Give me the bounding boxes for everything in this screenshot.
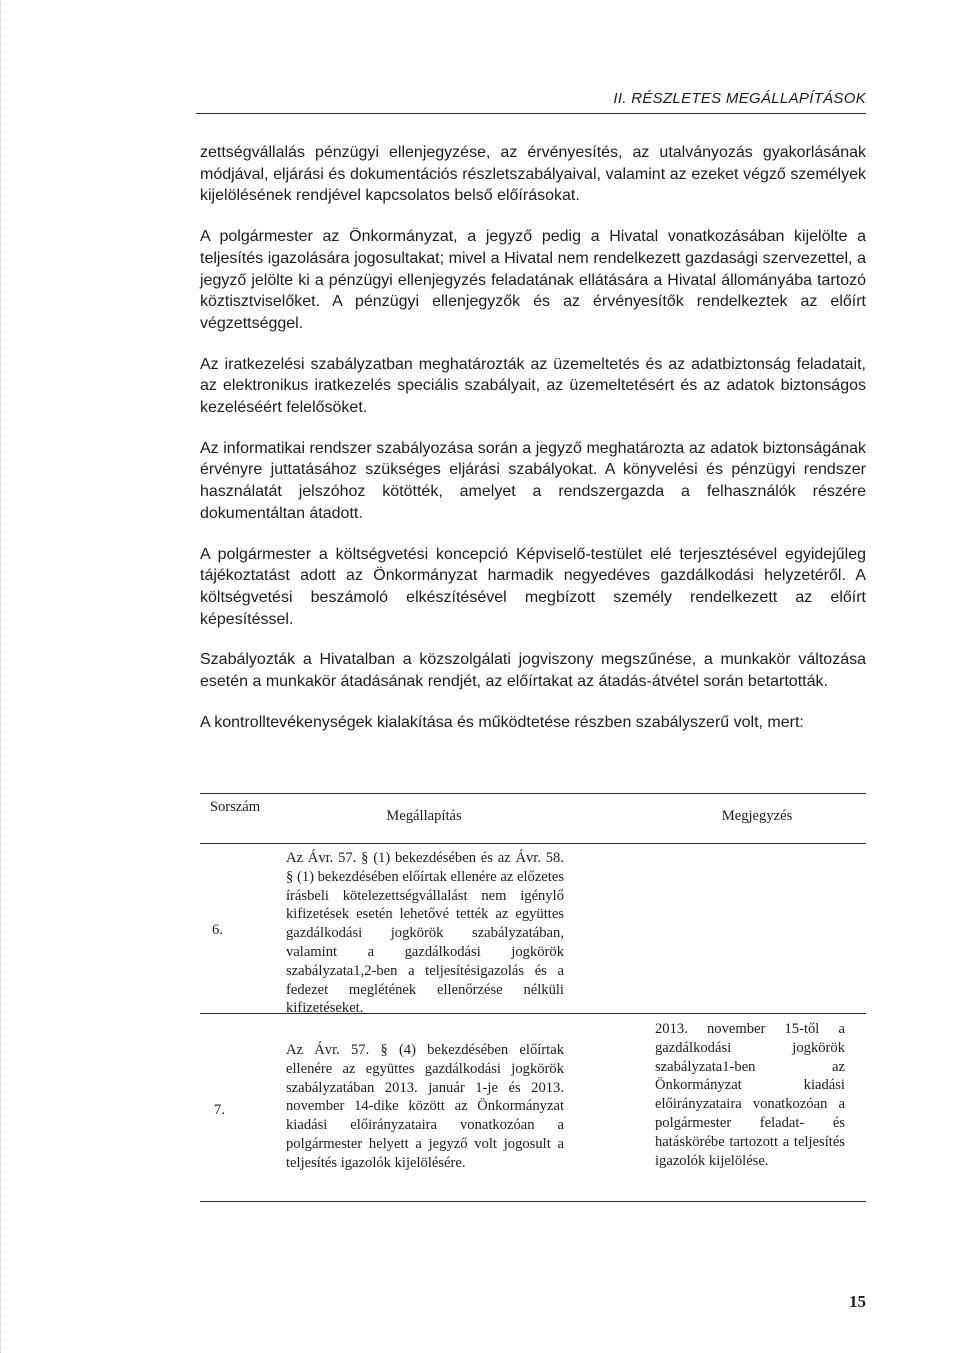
- paragraph: A kontrolltevékenységek kialakítása és működtetése részben szabályszerű volt, mert:: [200, 713, 804, 731]
- paragraph: zettségvállalás pénzügyi ellenjegyzése, az érvényesítés, az utalványozás gyakorlásának módjával, eljárási és dokumentációs részletszabályaival, valamint az ezeket végző személyek kijelölésének rendjével kapcsolatos belső előírásokat.: [200, 144, 866, 205]
- paragraph: Az informatikai rendszer szabályozása során a jegyző meghatározta az adatok biztonságának érvényre juttatásához szükséges eljárási szabályokat. A könyvelési és pénzügyi rendszer használatát jelszóhoz kötötték, amelyet a rendszergazda a felhasználók részére dokumentáltan átadott.: [200, 439, 866, 522]
- row-number: 6.: [212, 922, 223, 938]
- column-header-finding: Megállapítás: [386, 808, 462, 824]
- column-header-number: Sorszám: [209, 799, 261, 815]
- section-header: II. RÉSZLETES MEGÁLLAPÍTÁSOK: [613, 90, 866, 107]
- body-text: [200, 142, 866, 752]
- table-row-separator: [200, 1013, 866, 1014]
- row-number: 7.: [214, 1102, 225, 1118]
- paragraph: A polgármester az Önkormányzat, a jegyző pedig a Hivatal vonatkozásában kijelölte a teljesítés igazolására jogosultakat; mivel a Hivatal nem rendelkezett gazdasági szervezettel, a jegyző jelölte ki a pénzügyi ellenjegyzés feladatának ellátására a Hivatal állományába tartozó köztisztviselőket. A pénzügyi ellenjegyzők és az érvényesítők rendelkeztek az előírt végzettséggel.: [200, 228, 866, 332]
- scan-edge-artifact: [0, 0, 3, 1353]
- paragraph: Az iratkezelési szabályzatban meghatározták az üzemeltetés és az adatbiztonság feladatait, az elektronikus iratkezelés speciális szabályait, az üzemeltetésért és az adatok biztonságos kezeléséért felelősöket.: [200, 355, 866, 417]
- row-note: 2013. november 15-től a gazdálkodási jogkörök szabályzata1-ben az Önkormányzat kiadási előirányzataira vonatkozóan a polgármester feladat- és hatáskörébe tartozott a teljesítés igazolók kijelölése.: [655, 1021, 845, 1169]
- paragraph: A polgármester a költségvetési koncepció Képviselő-testület elé terjesztésével egyidejűleg tájékoztatást adott az Önkormányzat harmadik negyedéves gazdálkodási helyzetéről. A költségvetési beszámoló elkészítésével megbízott személy rendelkezett az előírt képesítéssel.: [200, 545, 866, 628]
- row-finding: Az Ávr. 57. § (4) bekezdésében előírtak ellenére az együttes gazdálkodási jogkörök szabályzatában 2013. január 1-je és 2013. november 14-dike között az Önkormányzat kiadási előirányzataira vonatkozóan a polgármester helyett a jegyző volt jogosult a teljesítés igazolók kijelölésére.: [286, 1042, 564, 1171]
- paragraph: Szabályozták a Hivatalban a közszolgálati jogviszony megszűnése, a munkakör változása esetén a munkakör átadásának rendjét, az előírtakat az átadás-átvétel során betartották.: [200, 651, 866, 691]
- table-header-rule: [200, 843, 866, 844]
- header-rule: [196, 113, 866, 114]
- table-bottom-rule: [200, 1201, 866, 1202]
- column-header-note: Megjegyzés: [721, 808, 793, 824]
- table-top-rule: [200, 793, 866, 794]
- row-finding: Az Ávr. 57. § (1) bekezdésében és az Ávr. 58. § (1) bekezdésében előírtak ellenére az előzetes írásbeli kötelezettségvállalást nem igénylő kifizetések esetén lehetővé tették az együttes gazdálkodási jogkörök szabályzatában, valamint a gazdálkodási jogkörök szabályzata1,2-ben a teljesítésigazolás és a fedezet meglétének ellenőrzése nélküli kifizetéseket.: [286, 850, 564, 1017]
- page-number: 15: [849, 1292, 866, 1311]
